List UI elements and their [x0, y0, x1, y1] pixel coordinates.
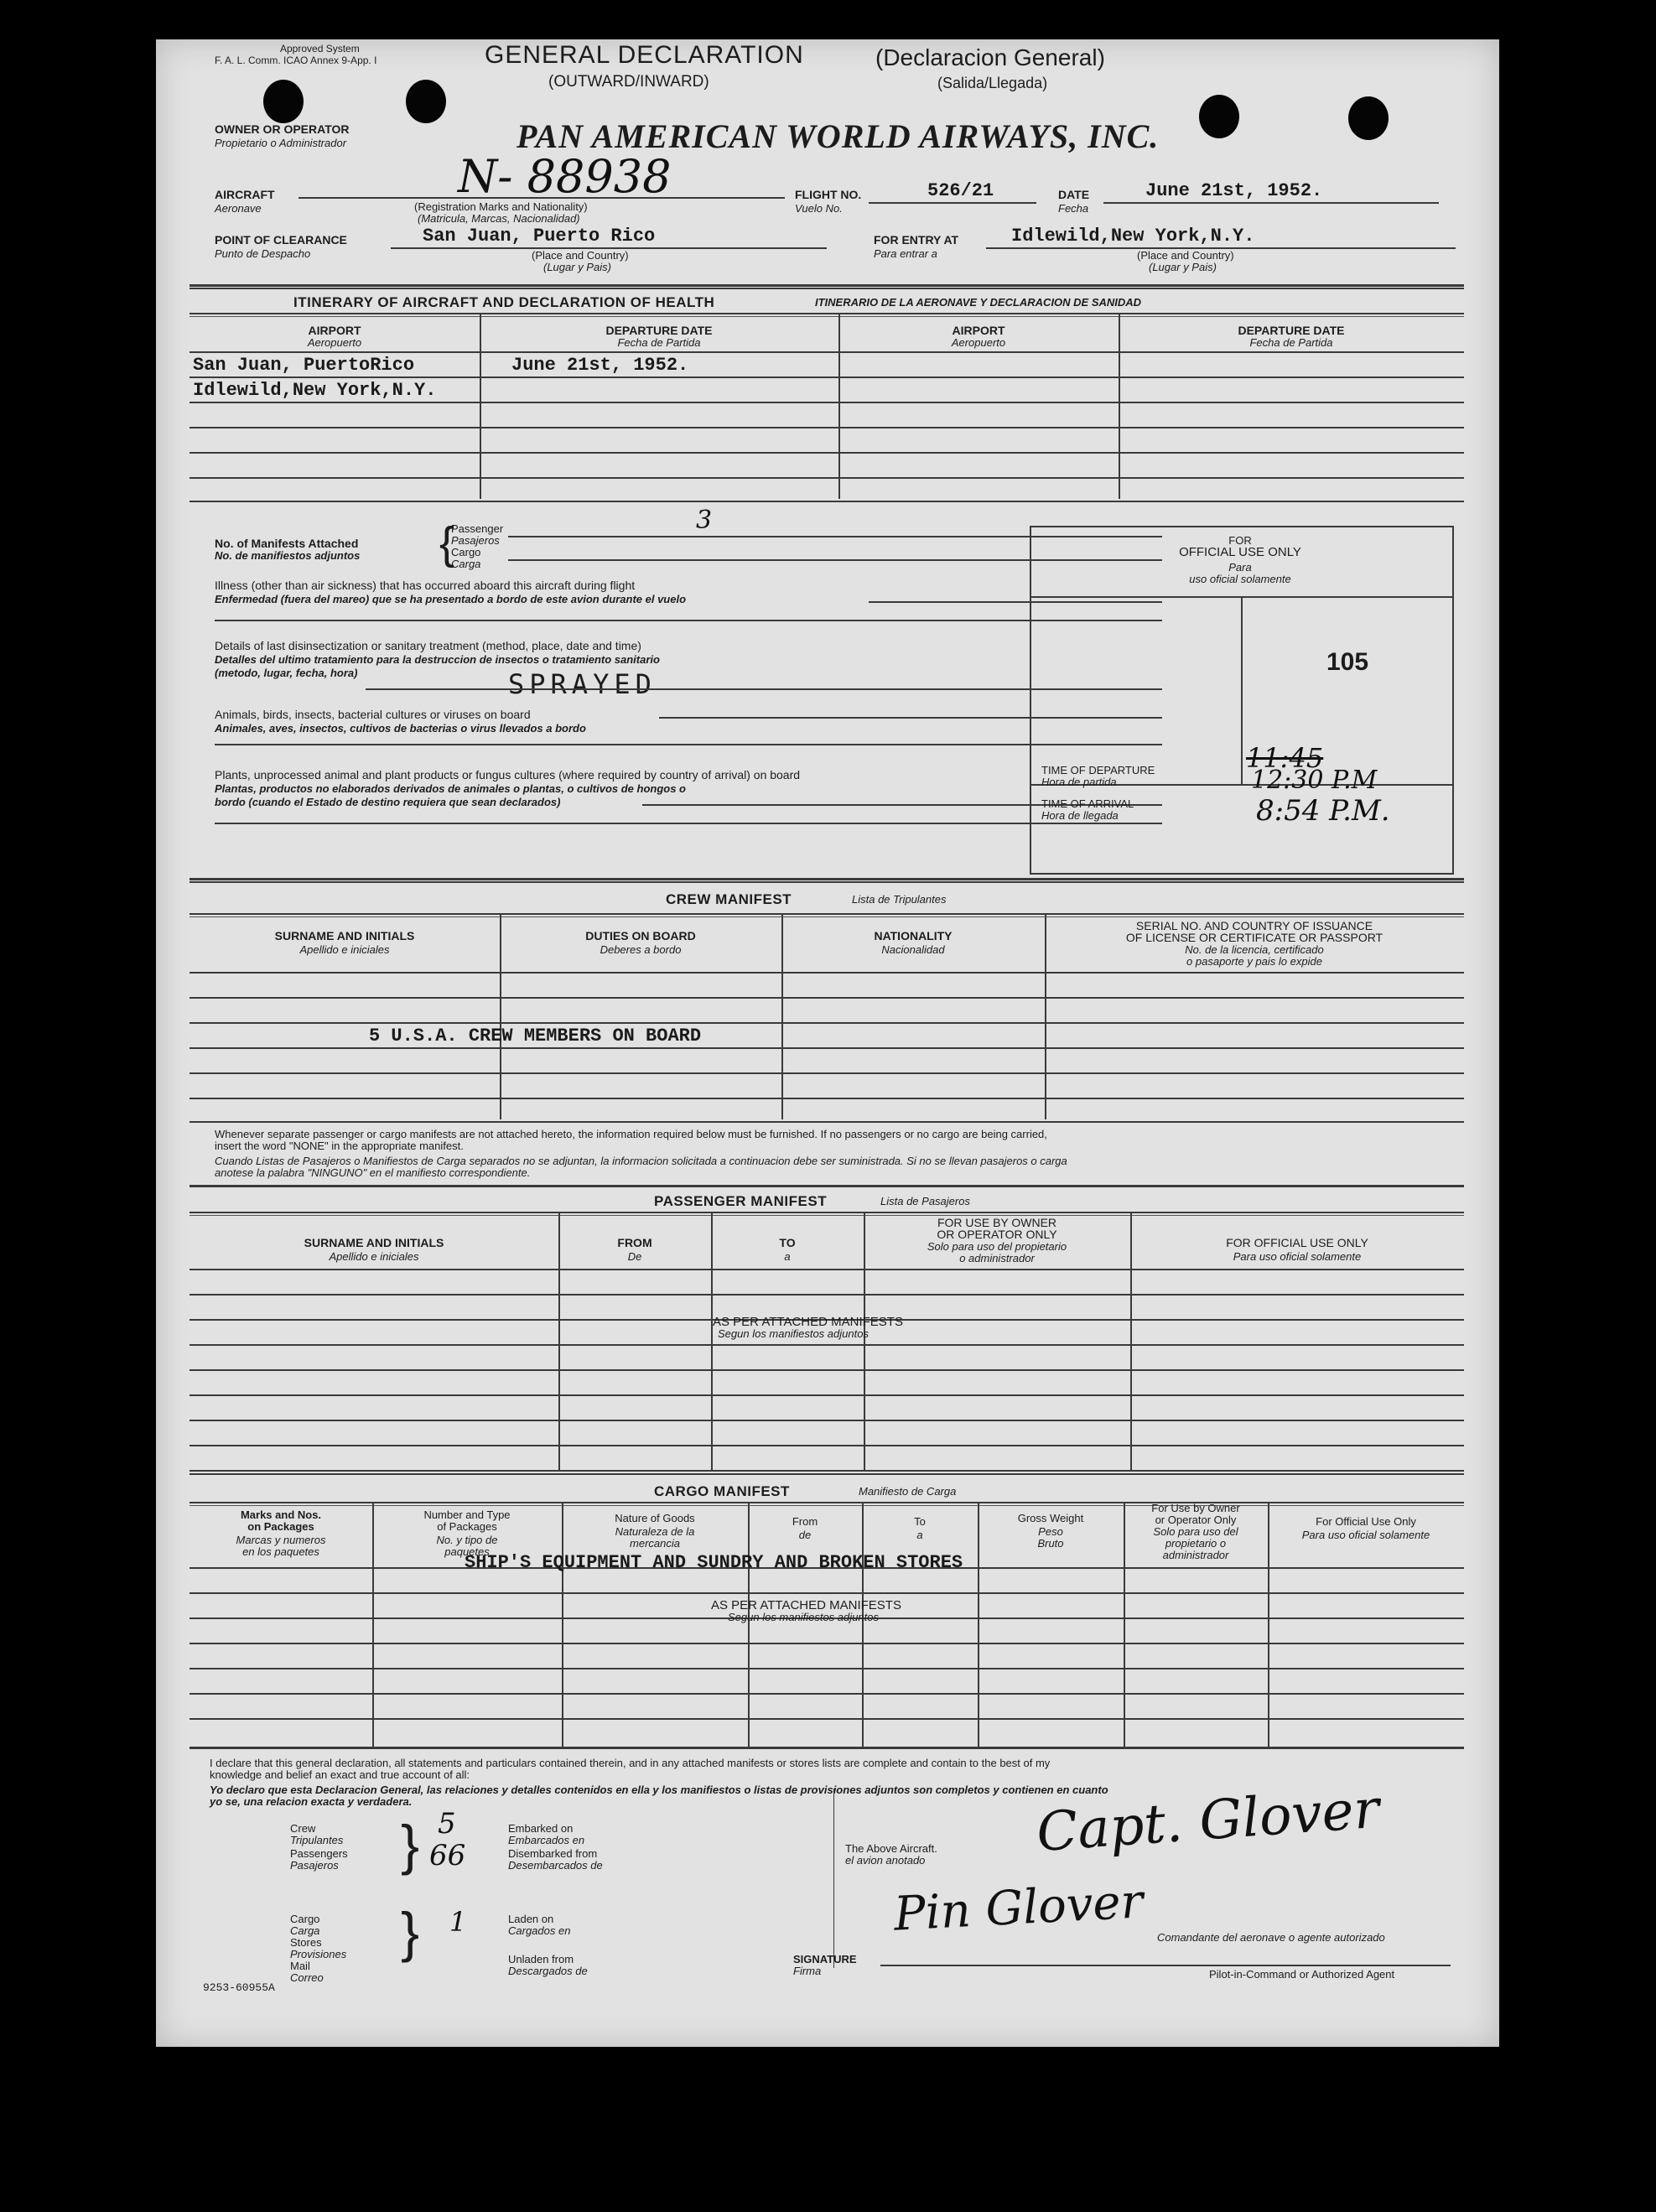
approved-text: Approved System: [280, 43, 360, 55]
reg-note: (Registration Marks and Nationality): [414, 200, 588, 213]
illness-text: Illness (other than air sickness) that has occurred aboard this aircraft during flight: [215, 579, 636, 592]
itin-col-airport: AIRPORT: [308, 324, 361, 337]
crew-col-serial-b: OF LICENSE OR CERTIFICATE OR PASSPORT: [1125, 931, 1383, 944]
decl-embarked-es: Embarcados en: [508, 1834, 585, 1846]
cargo-c3-es2: mercancia: [630, 1537, 680, 1550]
itinerary-title-es: ITINERARIO DE LA AERONAVE Y DECLARACION DE SANIDAD: [815, 296, 1142, 309]
date-label-es: Fecha: [1058, 202, 1089, 215]
cargo-c3a: Nature of Goods: [615, 1512, 695, 1524]
cargo-c1b: on Packages: [247, 1520, 314, 1533]
pax-col-from-es: De: [627, 1250, 642, 1263]
stamp-number: 105: [1326, 648, 1369, 676]
itin-row2-airport: Idlewild,New York,N.Y.: [193, 380, 437, 401]
decl-cargo-value: 1: [449, 1906, 467, 1938]
aircraft-label-es: Aeronave: [215, 202, 262, 215]
official-title-es-2: uso oficial solamente: [1189, 573, 1291, 585]
itin-row1-date: June 21st, 1952.: [511, 355, 689, 376]
cargo-c7a: For Use by Owner: [1151, 1502, 1240, 1514]
arrival-value: 8:54 P.M.: [1256, 794, 1390, 828]
cargo-c8-es: Para uso oficial solamente: [1301, 1529, 1430, 1541]
cargo-c3-es1: Naturaleza de la: [615, 1525, 695, 1538]
form-title-es: (Declaracion General): [875, 44, 1105, 70]
manifests-brace: {: [439, 518, 455, 569]
pax-note: AS PER ATTACHED MANIFESTS: [713, 1315, 903, 1329]
clearance-value: San Juan, Puerto Rico: [423, 226, 656, 247]
decl-mail: Mail: [290, 1960, 310, 1972]
passenger-title-es: Lista de Pasajeros: [880, 1195, 970, 1207]
punch-hole: [263, 80, 304, 123]
flight-no-value: 526/21: [927, 180, 994, 201]
crew-col-nationality: NATIONALITY: [874, 929, 953, 942]
cargo-c7b: or Operator Only: [1155, 1514, 1237, 1526]
disinsect-value: SPRAYED: [508, 668, 657, 700]
decl-line4: yo se, una relacion exacta y verdadera.: [210, 1795, 413, 1808]
plants-text-es: Plantas, productos no elaborados derivados de animales o plantas, o cultivos de hongos o: [215, 782, 687, 795]
cargo-c7-es3: administrador: [1162, 1549, 1229, 1561]
cargo-c6: Gross Weight: [1017, 1512, 1084, 1524]
cargo-label-es: Carga: [451, 558, 481, 570]
itinerary-title: ITINERARY OF AIRCRAFT AND DECLARATION OF HEALTH: [293, 294, 715, 310]
decl-aircraft-label: The Above Aircraft.: [845, 1842, 937, 1855]
cargo-note: AS PER ATTACHED MANIFESTS: [711, 1598, 901, 1612]
crew-col-surname: SURNAME AND INITIALS: [274, 929, 415, 942]
decl-laden: Laden on: [508, 1913, 554, 1925]
decl-stores-es: Provisiones: [290, 1948, 347, 1960]
cargo-label: Cargo: [451, 546, 481, 558]
itin-col-airport-2-es: Aeropuerto: [951, 336, 1006, 349]
arrival-label: TIME OF ARRIVAL: [1041, 797, 1134, 810]
crew-col-surname-es: Apellido e iniciales: [299, 943, 390, 956]
entry-label-es: Para entrar a: [874, 247, 937, 260]
clearance-label-es: Punto de Despacho: [215, 247, 311, 260]
cargo-c5: To: [914, 1515, 926, 1528]
departure-struck: 11:45: [1246, 742, 1324, 774]
decl-unladen: Unladen from: [508, 1953, 574, 1965]
cargo-title: CARGO MANIFEST: [654, 1483, 790, 1499]
decl-disembarked-es: Desembarcados de: [508, 1859, 603, 1872]
cargo-c7-es2: propietario o: [1165, 1537, 1227, 1550]
disinsect-text-es2: (metodo, lugar, fecha, hora): [215, 667, 358, 679]
cargo-title-es: Manifiesto de Carga: [859, 1485, 957, 1498]
decl-brace-2: }: [401, 1901, 420, 1963]
departure-label: TIME OF DEPARTURE: [1041, 764, 1155, 776]
decl-commander-es: Comandante del aeronave o agente autorizado: [1157, 1931, 1385, 1944]
decl-line2: knowledge and belief an exact and true account of all:: [210, 1768, 470, 1781]
pax-col-to-es: a: [784, 1250, 791, 1263]
arrival-label-es: Hora de llegada: [1041, 809, 1119, 822]
itin-row1-airport: San Juan, PuertoRico: [193, 355, 415, 376]
fal-text: F. A. L. Comm. ICAO Annex 9-App. I: [215, 55, 377, 66]
date-label: DATE: [1058, 188, 1090, 201]
itin-col-departure-es: Fecha de Partida: [617, 336, 701, 349]
form-title: GENERAL DECLARATION: [485, 41, 804, 69]
signature-label: SIGNATURE: [793, 1953, 857, 1965]
cargo-c2-es2: paquetes: [444, 1545, 490, 1558]
cargo-c2a: Number and Type: [423, 1508, 511, 1521]
entry-value: Idlewild,New York,N.Y.: [1011, 226, 1255, 247]
passenger-title: PASSENGER MANIFEST: [654, 1193, 828, 1209]
decl-commander: Pilot-in-Command or Authorized Agent: [1209, 1968, 1395, 1981]
itin-col-airport-2: AIRPORT: [952, 324, 1005, 337]
owner-value: PAN AMERICAN WORLD AIRWAYS, INC.: [517, 117, 1160, 155]
cargo-c6-es2: Bruto: [1037, 1537, 1064, 1550]
cargo-c1a: Marks and Nos.: [240, 1508, 322, 1521]
illness-text-es: Enfermedad (fuera del mareo) que se ha presentado a bordo de este avion durante el vuelo: [215, 593, 687, 605]
cargo-c1-es2: en los paquetes: [242, 1545, 319, 1558]
disinsect-text: Details of last disinsectization or sanitary treatment (method, place, date and time): [215, 639, 641, 652]
form-subtitle: (OUTWARD/INWARD): [548, 73, 709, 91]
manifests-label: No. of Manifests Attached: [215, 537, 359, 550]
crew-title: CREW MANIFEST: [666, 891, 792, 907]
date-value: June 21st, 1952.: [1145, 180, 1323, 201]
crew-col-duties: DUTIES ON BOARD: [585, 929, 696, 942]
official-title-1: FOR: [1228, 534, 1252, 547]
place-note-es: (Lugar y Pais): [543, 261, 611, 273]
crew-col-nationality-es: Nacionalidad: [881, 943, 945, 956]
owner-label-es: Propietario o Administrador: [215, 137, 347, 149]
crew-col-duties-es: Deberes a bordo: [600, 943, 682, 956]
decl-passengers-value: 66: [429, 1839, 466, 1872]
reg-note-es: (Matricula, Marcas, Nacionalidad): [418, 212, 580, 225]
itin-col-departure-2: DEPARTURE DATE: [1238, 324, 1345, 337]
disinsect-text-es: Detalles del ultimo tratamiento para la destruccion de insectos o tratamiento sanitario: [215, 653, 660, 666]
decl-aircraft-label-es: el avion anotado: [845, 1854, 926, 1867]
itin-col-departure-2-es: Fecha de Partida: [1249, 336, 1333, 349]
decl-cargo-es: Carga: [290, 1924, 320, 1937]
punch-hole: [1348, 96, 1389, 140]
plants-text-es2: bordo (cuando el Estado de destino requiera que sean declarados): [215, 796, 561, 808]
cargo-entry: SHIP'S EQUIPMENT AND SUNDRY AND BROKEN STORES: [465, 1552, 963, 1573]
entry-place-note-es: (Lugar y Pais): [1149, 261, 1217, 273]
decl-passengers-es: Pasajeros: [290, 1859, 339, 1872]
cargo-c6-es1: Peso: [1038, 1525, 1063, 1538]
animals-text: Animals, birds, insects, bacterial cultures or viruses on board: [215, 708, 531, 721]
entry-place-note: (Place and Country): [1137, 249, 1234, 262]
crew-title-es: Lista de Tripulantes: [852, 893, 947, 906]
entry-label: FOR ENTRY AT: [874, 233, 959, 247]
decl-line1: I declare that this general declaration, all statements and particulars contained therein, and in any attached manifests or stores lists are complete and contain to the best of my: [210, 1757, 1051, 1769]
decl-crew-es: Tripulantes: [290, 1834, 344, 1846]
form-code: 9253-60955A: [203, 1981, 275, 1994]
notice-line1: Whenever separate passenger or cargo manifests are not attached hereto, the information required below must be furnished. If no passengers or no cargo are being carried,: [215, 1128, 1047, 1140]
pax-col-from: FROM: [617, 1236, 652, 1249]
cargo-note-es: Segun los manifiestos adjuntos: [728, 1611, 879, 1623]
crew-col-serial-es1: No. de la licencia, certificado: [1185, 943, 1324, 956]
pax-col-official: FOR OFFICIAL USE ONLY: [1226, 1236, 1368, 1249]
decl-embarked: Embarked on: [508, 1822, 574, 1835]
itin-col-airport-es: Aeropuerto: [307, 336, 362, 349]
pax-col-owner-es1: Solo para uso del propietario: [927, 1240, 1067, 1253]
pax-col-owner-es2: o administrador: [959, 1252, 1035, 1264]
captain-handwriting: Capt. Glover: [1034, 1778, 1382, 1865]
animals-text-es: Animales, aves, insectos, cultivos de bacterias o virus llevados a bordo: [215, 722, 586, 735]
cargo-c2b: of Packages: [437, 1520, 497, 1533]
decl-unladen-es: Descargados de: [508, 1965, 588, 1977]
cargo-c7-es1: Solo para uso del: [1153, 1525, 1238, 1538]
notice-line2: insert the word "NONE" in the appropriate manifest.: [215, 1140, 464, 1152]
passenger-label-es: Pasajeros: [451, 534, 500, 547]
cargo-c2-es1: No. y tipo de: [436, 1534, 498, 1546]
passenger-label: Passenger: [451, 522, 504, 535]
official-title-2: OFFICIAL USE ONLY: [1179, 545, 1301, 559]
crew-entry: 5 U.S.A. CREW MEMBERS ON BOARD: [369, 1026, 702, 1046]
crew-col-serial-es2: o pasaporte y pais lo expide: [1186, 955, 1322, 968]
declaration-form: [156, 39, 1499, 2047]
flight-no-label: FLIGHT NO.: [795, 188, 862, 201]
official-title-es-1: Para: [1228, 561, 1252, 574]
plants-text: Plants, unprocessed animal and plant products or fungus cultures (where required by country of arrival) on board: [215, 768, 801, 781]
notice-line4: anotese la palabra "NINGUNO" en el manifiesto correspondiente.: [215, 1166, 531, 1179]
pax-col-owner-a: FOR USE BY OWNER: [937, 1216, 1057, 1229]
pax-col-surname: SURNAME AND INITIALS: [304, 1236, 444, 1249]
signature-handwriting: Pin Glover: [892, 1874, 1145, 1942]
owner-label: OWNER OR OPERATOR: [215, 122, 350, 136]
signature-label-es: Firma: [793, 1965, 822, 1977]
cargo-c5-es: a: [916, 1529, 923, 1541]
aircraft-value: N- 88938: [458, 150, 672, 203]
pax-col-to: TO: [779, 1236, 796, 1249]
crew-col-serial-a: SERIAL NO. AND COUNTRY OF ISSUANCE: [1135, 919, 1373, 932]
departure-value: 12:30 P.M: [1251, 766, 1378, 795]
cargo-c4-es: de: [798, 1529, 812, 1541]
decl-cargo: Cargo: [290, 1913, 320, 1925]
decl-line3: Yo declaro que esta Declaracion General, las relaciones y detalles contenidos en ella y los manifiestos o listas de provisiones adjuntos son completos y contienen en cuanto: [210, 1784, 1108, 1796]
manifests-value: 3: [696, 506, 713, 535]
cargo-c1-es1: Marcas y numeros: [236, 1534, 326, 1546]
pax-col-official-es: Para uso oficial solamente: [1233, 1250, 1362, 1263]
punch-hole: [406, 80, 446, 123]
itin-col-departure: DEPARTURE DATE: [605, 324, 713, 337]
pax-col-surname-es: Apellido e iniciales: [329, 1250, 419, 1263]
aircraft-label: AIRCRAFT: [215, 188, 275, 201]
manifests-label-es: No. de manifiestos adjuntos: [215, 549, 361, 562]
notice-line3: Cuando Listas de Pasajeros o Manifiestos de Carga separados no se adjuntan, la informacion solicitada a continuacion debe ser suministrada. Si no se llevan pasajeros o carga: [215, 1155, 1067, 1167]
clearance-label: POINT OF CLEARANCE: [215, 233, 347, 247]
decl-crew: Crew: [290, 1822, 316, 1835]
cargo-c8: For Official Use Only: [1316, 1515, 1416, 1528]
decl-laden-es: Cargados en: [508, 1924, 571, 1937]
decl-brace-1: }: [401, 1814, 420, 1876]
decl-passengers: Passengers: [290, 1847, 348, 1860]
pax-note-es: Segun los manifiestos adjuntos: [718, 1327, 869, 1340]
punch-hole: [1199, 95, 1239, 138]
decl-disembarked: Disembarked from: [508, 1847, 598, 1860]
form-subtitle-es: (Salida/Llegada): [937, 75, 1048, 91]
place-note: (Place and Country): [532, 249, 629, 262]
pax-col-owner-b: OR OPERATOR ONLY: [937, 1228, 1057, 1241]
flight-no-label-es: Vuelo No.: [795, 202, 843, 215]
cargo-c4: From: [792, 1515, 818, 1528]
decl-mail-es: Correo: [290, 1971, 324, 1984]
departure-label-es: Hora de partida: [1041, 776, 1117, 788]
decl-crew-value: 5: [438, 1807, 456, 1841]
decl-stores: Stores: [290, 1936, 322, 1949]
